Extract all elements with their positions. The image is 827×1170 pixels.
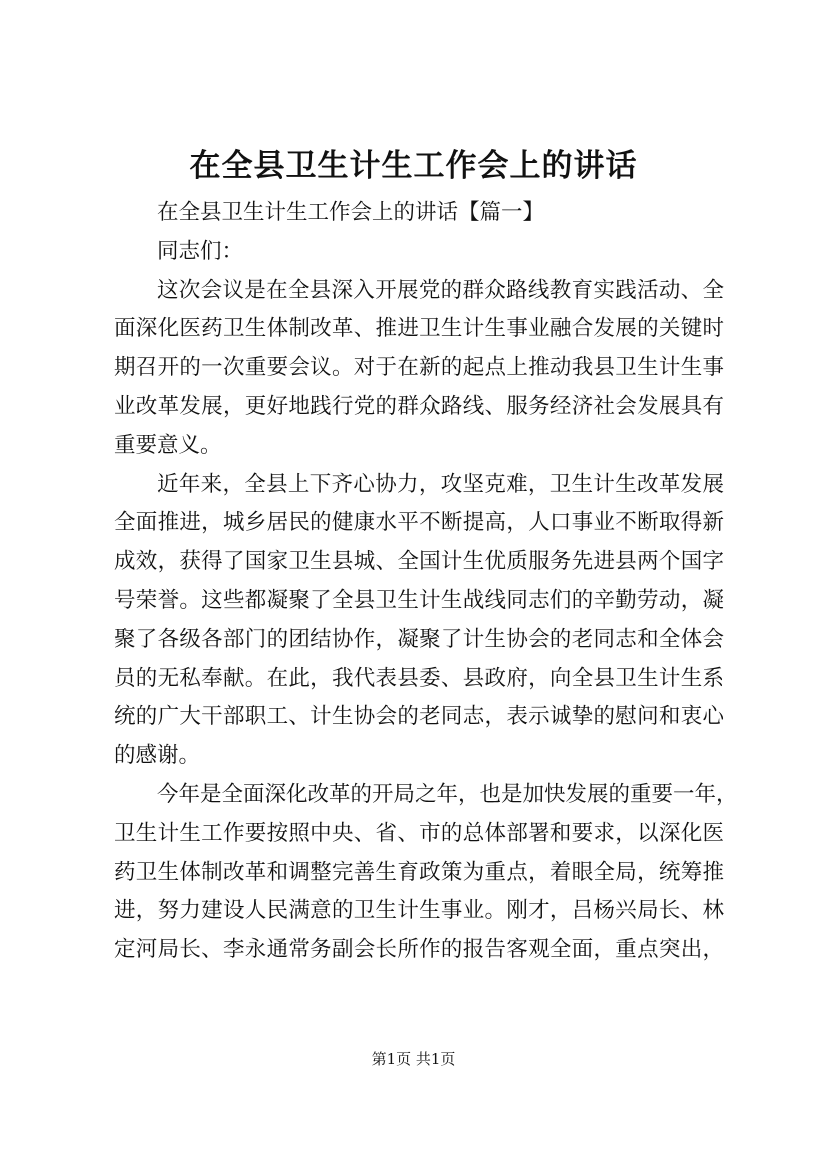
text-line: 在全县卫生计生工作会上的讲话【篇一】	[157, 200, 545, 225]
text-line: 统的广大干部职工、计生协会的老同志，表示诚挚的慰问和衷心	[114, 704, 724, 730]
document-body	[114, 194, 738, 970]
text-line: 卫生计生工作要按照中央、省、市的总体部署和要求，以深化医	[114, 820, 724, 846]
text-line: 的感谢。	[114, 743, 201, 769]
text-line: 号荣誉。这些都凝聚了全县卫生计生战线同志们的辛勤劳动，凝	[114, 587, 724, 613]
text-line: 进，努力建设人民满意的卫生计生事业。刚才，吕杨兴局长、林	[114, 898, 724, 924]
text-line: 药卫生体制改革和调整完善生育政策为重点，着眼全局，统筹推	[114, 859, 724, 885]
text-line: 员的无私奉献。在此，我代表县委、县政府，向全县卫生计生系	[114, 665, 724, 691]
document-title: 在全县卫生计生工作会上的讲话	[189, 148, 638, 184]
page-footer: 第1页 共1页	[371, 1050, 456, 1068]
text-line: 聚了各级各部门的团结协作，凝聚了计生协会的老同志和全体会	[114, 626, 724, 652]
text-line: 今年是全面深化改革的开局之年，也是加快发展的重要一年，	[157, 781, 738, 807]
text-line: 这次会议是在全县深入开展党的群众路线教育实践活动、全	[157, 277, 724, 303]
text-line: 近年来，全县上下齐心协力，攻坚克难，卫生计生改革发展	[157, 471, 724, 497]
text-line: 同志们：	[157, 238, 244, 264]
text-line: 成效，获得了国家卫生县城、全国计生优质服务先进县两个国字	[114, 549, 724, 575]
text-line: 定河局长、李永通常务副会长所作的报告客观全面，重点突出，	[114, 937, 724, 963]
text-line: 全面推进，城乡居民的健康水平不断提高，人口事业不断取得新	[114, 510, 724, 536]
text-line: 业改革发展，更好地践行党的群众路线、服务经济社会发展具有	[114, 393, 724, 419]
text-line: 面深化医药卫生体制改革、推进卫生计生事业融合发展的关键时	[114, 316, 724, 342]
text-line: 期召开的一次重要会议。对于在新的起点上推动我县卫生计生事	[114, 355, 724, 381]
text-line: 重要意义。	[114, 432, 222, 458]
